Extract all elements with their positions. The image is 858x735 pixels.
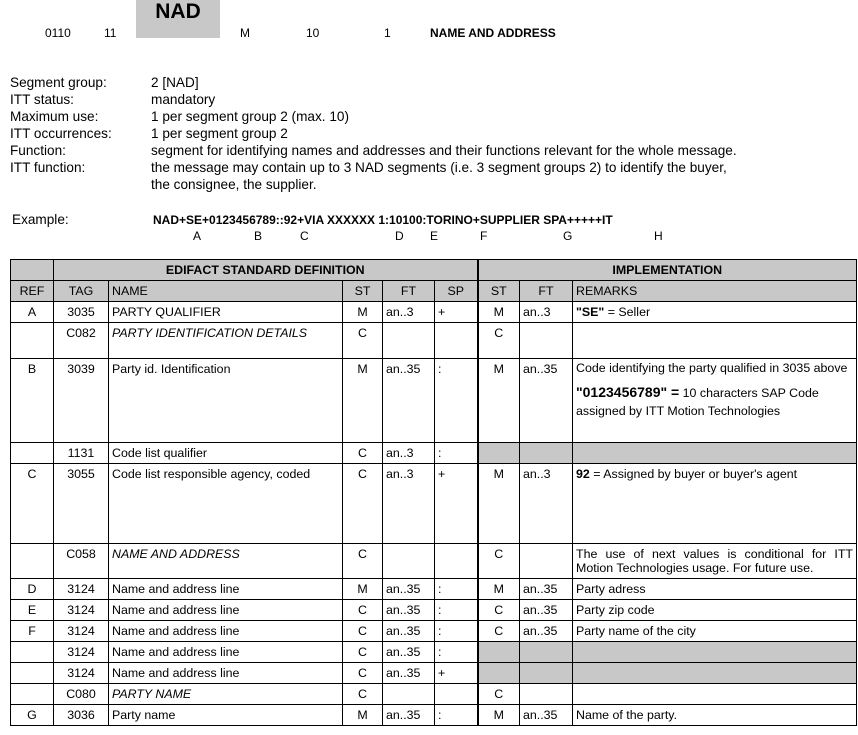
example-letter: C <box>300 229 309 243</box>
table-cell: C058 <box>54 544 109 579</box>
example-label: Example: <box>12 212 69 227</box>
info-label: Segment group: <box>10 75 107 90</box>
table-cell: + <box>435 464 478 544</box>
table-row <box>11 663 857 684</box>
table-cell: Name and address line <box>109 642 343 663</box>
table-cell: B <box>11 359 54 443</box>
table-cell <box>11 684 54 705</box>
table-cell: 1131 <box>54 443 109 464</box>
table-row <box>11 323 857 359</box>
table-cell: an..35 <box>383 705 435 726</box>
table-row <box>11 642 857 663</box>
table-cell <box>11 642 54 663</box>
segment-tag: NAD <box>155 0 201 23</box>
table-cell: 3039 <box>54 359 109 443</box>
table-cell: Party adress <box>573 579 857 600</box>
col-ref: REF <box>11 281 54 302</box>
table-cell: an..35 <box>383 663 435 684</box>
table-cell: D <box>11 579 54 600</box>
example-text: NAD+SE+0123456789::92+VIA XXXXXX 1:10100:TORINO+SUPPLIER SPA+++++IT <box>153 213 613 227</box>
info-label: ITT occurrences: <box>10 126 112 141</box>
table-cell <box>573 642 857 663</box>
info-value-cont: the consignee, the supplier. <box>151 177 317 192</box>
group-implementation: IMPLEMENTATION <box>478 260 857 281</box>
table-cell: Name and address line <box>109 663 343 684</box>
table-cell: C <box>11 464 54 544</box>
table-cell: C <box>478 621 520 642</box>
table-cell <box>573 684 857 705</box>
header-level: 1 <box>384 26 391 40</box>
table-cell: Name and address line <box>109 621 343 642</box>
table-cell <box>520 642 573 663</box>
table-cell: C <box>343 663 383 684</box>
table-cell: an..3 <box>383 443 435 464</box>
table-row <box>11 443 857 464</box>
header-position: 0110 <box>45 26 71 40</box>
example-letter: F <box>480 229 488 243</box>
table-cell: 3124 <box>54 663 109 684</box>
table-cell: NAME AND ADDRESS <box>109 544 343 579</box>
table-cell: PARTY IDENTIFICATION DETAILS <box>109 323 343 359</box>
table-cell: M <box>478 579 520 600</box>
table-cell <box>520 323 573 359</box>
table-cell: G <box>11 705 54 726</box>
table-row <box>11 621 857 642</box>
example-letter: E <box>430 229 439 243</box>
table-cell: C <box>343 464 383 544</box>
header-status: M <box>240 26 250 40</box>
info-label: ITT function: <box>10 160 86 175</box>
table-cell: C <box>343 600 383 621</box>
table-cell: : <box>435 443 478 464</box>
table-cell <box>478 443 520 464</box>
info-value: 2 [NAD] <box>151 75 199 90</box>
table-cell: M <box>478 359 520 443</box>
table-cell: M <box>478 302 520 323</box>
table-cell <box>435 684 478 705</box>
table-cell: PARTY QUALIFIER <box>109 302 343 323</box>
group-edifact: EDIFACT STANDARD DEFINITION <box>54 260 478 281</box>
table-cell <box>573 663 857 684</box>
example-letter: H <box>654 229 663 243</box>
table-cell: an..3 <box>383 464 435 544</box>
table-cell <box>11 663 54 684</box>
info-label: ITT status: <box>10 92 74 107</box>
table-cell: C <box>343 684 383 705</box>
table-cell: + <box>435 663 478 684</box>
table-cell: C080 <box>54 684 109 705</box>
table-cell: "SE" = Seller <box>573 302 857 323</box>
table-cell: an..35 <box>520 705 573 726</box>
table-cell: C <box>478 323 520 359</box>
table-cell <box>11 260 54 281</box>
table-cell: Name and address line <box>109 579 343 600</box>
table-cell: Code list qualifier <box>109 443 343 464</box>
definition-table <box>10 259 857 726</box>
example-letter: G <box>563 229 573 243</box>
table-cell: an..35 <box>383 359 435 443</box>
table-cell: an..3 <box>520 464 573 544</box>
table-cell: M <box>343 579 383 600</box>
table-cell: + <box>435 302 478 323</box>
table-cell: an..35 <box>520 621 573 642</box>
col-remarks: REMARKS <box>573 281 857 302</box>
table-cell <box>520 684 573 705</box>
table-cell: Code identifying the party qualified in 3035 above "0123456789" = 10 characters SAP Code assigned by ITT Motion Technologies <box>573 359 857 443</box>
table-cell: C <box>343 323 383 359</box>
table-cell: 3124 <box>54 621 109 642</box>
example-letter: A <box>193 229 202 243</box>
table-row <box>11 544 857 579</box>
table-cell: an..3 <box>383 302 435 323</box>
table-cell: an..35 <box>520 600 573 621</box>
table-cell: Party name of the city <box>573 621 857 642</box>
col-impl-ft: FT <box>520 281 573 302</box>
col-impl-st: ST <box>478 281 520 302</box>
table-cell <box>435 544 478 579</box>
info-value: the message may contain up to 3 NAD segments (i.e. 3 segment groups 2) to identify the buyer, <box>151 160 727 175</box>
info-value: 1 per segment group 2 (max. 10) <box>151 109 349 124</box>
table-cell: Name of the party. <box>573 705 857 726</box>
table-cell <box>435 323 478 359</box>
table-cell: C <box>478 600 520 621</box>
table-cell: an..35 <box>383 579 435 600</box>
table-cell: 3055 <box>54 464 109 544</box>
col-st: ST <box>343 281 383 302</box>
table-cell: C082 <box>54 323 109 359</box>
col-tag: TAG <box>54 281 109 302</box>
table-cell: an..35 <box>520 579 573 600</box>
table-cell: M <box>478 705 520 726</box>
table-cell <box>478 642 520 663</box>
table-cell <box>478 663 520 684</box>
table-cell: : <box>435 579 478 600</box>
table-cell <box>520 544 573 579</box>
info-block <box>10 74 737 193</box>
table-cell: : <box>435 642 478 663</box>
table-cell: an..35 <box>383 621 435 642</box>
table-cell: The use of next values is conditional for ITT Motion Technologies usage. For future use. <box>573 544 857 579</box>
table-cell: an..35 <box>520 359 573 443</box>
table-cell <box>11 323 54 359</box>
table-cell: 3036 <box>54 705 109 726</box>
table-cell: 3124 <box>54 600 109 621</box>
table-cell: 3124 <box>54 642 109 663</box>
table-cell <box>573 323 857 359</box>
table-row <box>11 684 857 705</box>
table-cell: M <box>343 359 383 443</box>
table-cell: C <box>478 544 520 579</box>
info-label: Function: <box>10 143 66 158</box>
info-value: 1 per segment group 2 <box>151 126 288 141</box>
table-cell: C <box>343 642 383 663</box>
table-cell: : <box>435 621 478 642</box>
table-cell <box>520 443 573 464</box>
col-ft: FT <box>383 281 435 302</box>
table-cell <box>11 443 54 464</box>
table-cell: 92 = Assigned by buyer or buyer's agent <box>573 464 857 544</box>
col-sp: SP <box>435 281 478 302</box>
table-cell: an..35 <box>383 600 435 621</box>
example-letter: B <box>254 229 263 243</box>
table-cell <box>383 684 435 705</box>
table-cell: Code list responsible agency, coded <box>109 464 343 544</box>
table-cell <box>520 663 573 684</box>
table-row <box>11 359 857 443</box>
table-cell: Party name <box>109 705 343 726</box>
table-cell: Party id. Identification <box>109 359 343 443</box>
table-cell: 3035 <box>54 302 109 323</box>
table-cell: an..3 <box>520 302 573 323</box>
table-cell: 3124 <box>54 579 109 600</box>
table-row <box>11 464 857 544</box>
table-row <box>11 579 857 600</box>
table-cell <box>573 443 857 464</box>
table-row <box>11 302 857 323</box>
table-cell: : <box>435 359 478 443</box>
table-cell: an..35 <box>383 642 435 663</box>
table-cell: C <box>343 621 383 642</box>
table-cell: PARTY NAME <box>109 684 343 705</box>
table-cell <box>383 544 435 579</box>
table-cell: Name and address line <box>109 600 343 621</box>
info-value: segment for identifying names and addresses and their functions relevant for the whole message. <box>151 143 737 158</box>
table-cell: M <box>478 464 520 544</box>
info-value: mandatory <box>151 92 216 107</box>
table-cell: A <box>11 302 54 323</box>
table-column-header <box>11 281 857 302</box>
segment-title: NAME AND ADDRESS <box>430 26 556 40</box>
info-label: Maximum use: <box>10 109 99 124</box>
table-cell: C <box>343 544 383 579</box>
header-repetition: 10 <box>306 26 320 40</box>
table-cell <box>11 544 54 579</box>
table-group-header <box>11 260 857 281</box>
table-cell <box>383 323 435 359</box>
table-cell: : <box>435 600 478 621</box>
table-cell: E <box>11 600 54 621</box>
col-name: NAME <box>109 281 343 302</box>
table-cell: F <box>11 621 54 642</box>
table-cell: M <box>343 302 383 323</box>
table-cell: C <box>478 684 520 705</box>
table-row <box>11 600 857 621</box>
table-cell: C <box>343 443 383 464</box>
table-cell: M <box>343 705 383 726</box>
table-cell: : <box>435 705 478 726</box>
example-letter: D <box>395 229 404 243</box>
header-sequence: 11 <box>104 26 117 40</box>
table-cell: Party zip code <box>573 600 857 621</box>
table-row <box>11 705 857 726</box>
